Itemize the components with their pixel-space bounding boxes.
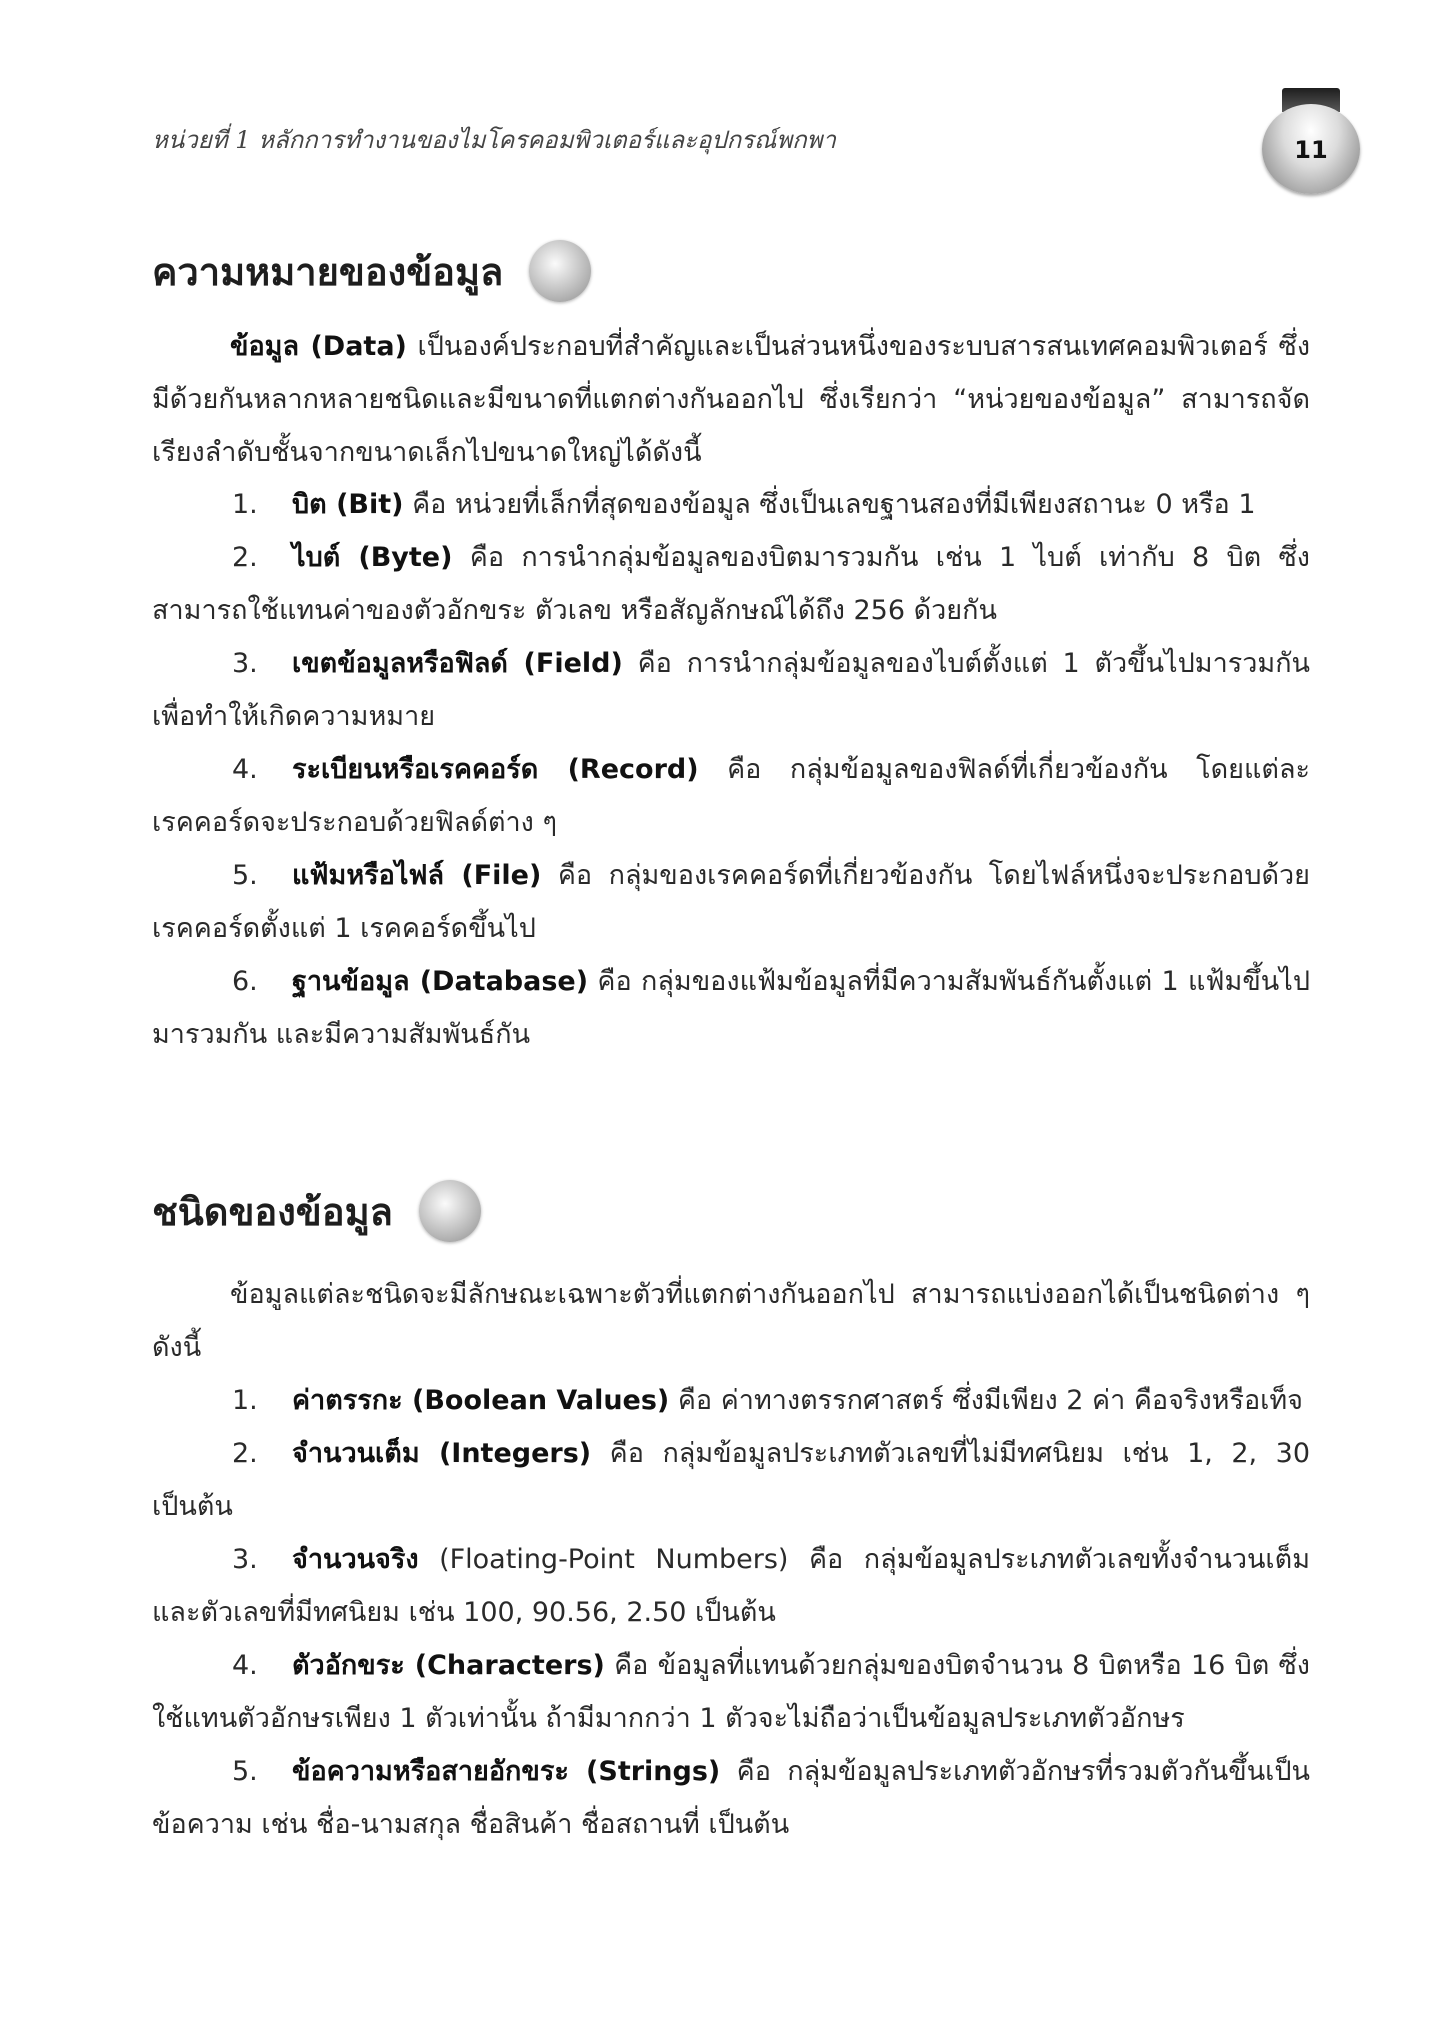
item-text: คือ กลุ่มข้อมูลประเภทตัวเลขที่ไม่มีทศนิยม เช่น 1, 2, 30 เป็นต้น: [152, 1438, 1311, 1522]
item-number: 6.: [232, 966, 258, 997]
intro-text: ข้อมูลแต่ละชนิดจะมีลักษณะเฉพาะตัวที่แตกต่างกันออกไป สามารถแบ่งออกได้เป็นชนิดต่าง ๆ ดังนี้: [152, 1279, 1310, 1363]
running-header: หน่วยที่ 1 หลักการทำงานของไมโครคอมพิวเตอร์และอุปกรณ์พกพา: [152, 126, 836, 154]
item-text: คือ การนำกลุ่มข้อมูลของบิตมารวมกัน เช่น 1 ไบต์ เท่ากับ 8 บิต ซึ่งสามารถใช้แทนค่าของตัวอักขระ ตัวเลข หรือสัญลักษณ์ได้ถึง 256 ด้วยกัน: [152, 542, 1310, 626]
list-item: [152, 1374, 1310, 1427]
item-term: ฐานข้อมูล (Database): [292, 966, 589, 997]
item-term: จำนวนเต็ม (Integers): [292, 1438, 592, 1469]
item-text: คือ ค่าทางตรรกศาสตร์ ซึ่งมีเพียง 2 ค่า คือจริงหรือเท็จ: [669, 1385, 1304, 1416]
item-text: คือ ข้อมูลที่แทนด้วยกลุ่มของบิตจำนวน 8 บิตหรือ 16 บิต ซึ่งใช้แทนตัวอักษรเพียง 1 ตัวเท่านั้น ถ้ามีมากกว่า 1 ตัวจะไม่ถือว่าเป็นข้อมูลประเภทตัวอักษร: [152, 1650, 1310, 1734]
list-item: [152, 743, 1310, 849]
item-term: ไบต์ (Byte): [292, 542, 453, 573]
list-item: [152, 1427, 1310, 1533]
list-item: [152, 1639, 1310, 1745]
item-term: เขตข้อมูลหรือฟิลด์ (Field): [292, 648, 623, 679]
sphere-icon: [529, 240, 591, 302]
list-item: [152, 531, 1310, 637]
list-item: [152, 478, 1310, 531]
item-number: 3.: [232, 1544, 258, 1575]
list-item: [152, 637, 1310, 743]
section1-intro: [152, 320, 1310, 479]
item-number: 2.: [232, 1438, 258, 1469]
section-title-data-types: [152, 1180, 481, 1242]
item-text: คือ กลุ่มข้อมูลของฟิลด์ที่เกี่ยวข้องกัน โดยแต่ละเรคคอร์ดจะประกอบด้วยฟิลด์ต่าง ๆ: [152, 754, 1310, 838]
page-number: 11: [1294, 136, 1328, 164]
list-item: [152, 955, 1310, 1061]
list-item: [152, 1745, 1310, 1851]
item-text: คือ หน่วยที่เล็กที่สุดของข้อมูล ซึ่งเป็นเลขฐานสองที่มีเพียงสถานะ 0 หรือ 1: [403, 489, 1256, 520]
intro-text: เป็นองค์ประกอบที่สำคัญและเป็นส่วนหนึ่งของระบบสารสนเทศคอมพิวเตอร์ ซึ่งมีด้วยกันหลากหลายชนิดและมีขนาดที่แตกต่างกันออกไป ซึ่งเรียกว่า “หน่วยของข้อมูล” สามารถจัดเรียงลำดับชั้นจากขนาดเล็กไปขนาดใหญ่ได้ดังนี้: [152, 331, 1311, 468]
item-term: ค่าตรรกะ (Boolean Values): [292, 1385, 670, 1416]
item-term: บิต (Bit): [292, 489, 404, 520]
intro-term: ข้อมูล (Data): [230, 331, 407, 362]
item-number: 5.: [232, 1756, 258, 1787]
item-text: คือ การนำกลุ่มข้อมูลของไบต์ตั้งแต่ 1 ตัวขึ้นไปมารวมกันเพื่อทำให้เกิดความหมาย: [152, 648, 1310, 732]
section2-intro: [152, 1268, 1310, 1374]
item-term: ระเบียนหรือเรคคอร์ด (Record): [292, 754, 699, 785]
item-number: 2.: [232, 542, 258, 573]
section-title-data-meaning: [152, 240, 591, 302]
section-title-text: ความหมายของข้อมูล: [152, 249, 504, 294]
item-text: คือ กลุ่มข้อมูลประเภทตัวอักษรที่รวมตัวกันขึ้นเป็นข้อความ เช่น ชื่อ-นามสกุล ชื่อสินค้า ชื่อสถานที่ เป็นต้น: [152, 1756, 1310, 1840]
item-term: ตัวอักขระ (Characters): [292, 1650, 605, 1681]
list-item: [152, 1533, 1310, 1639]
item-term: ข้อความหรือสายอักขระ (Strings): [292, 1756, 721, 1787]
page-number-badge: [1262, 88, 1360, 200]
item-term: แฟ้มหรือไฟล์ (File): [292, 860, 542, 891]
item-number: 4.: [232, 1650, 258, 1681]
item-number: 1.: [232, 489, 258, 520]
list-item: [152, 849, 1310, 955]
item-term: จำนวนจริง: [292, 1544, 419, 1575]
section-title-text: ชนิดของข้อมูล: [152, 1189, 393, 1234]
item-text: (Floating-Point Numbers) คือ กลุ่มข้อมูลประเภทตัวเลขทั้งจำนวนเต็มและตัวเลขที่มีทศนิยม เช่น 100, 90.56, 2.50 เป็นต้น: [152, 1544, 1310, 1628]
item-number: 1.: [232, 1385, 258, 1416]
item-number: 3.: [232, 648, 258, 679]
item-text: คือ กลุ่มของแฟ้มข้อมูลที่มีความสัมพันธ์กันตั้งแต่ 1 แฟ้มขึ้นไปมารวมกัน และมีความสัมพันธ์กัน: [152, 966, 1310, 1050]
sphere-icon: [419, 1180, 481, 1242]
item-text: คือ กลุ่มของเรคคอร์ดที่เกี่ยวข้องกัน โดยไฟล์หนึ่งจะประกอบด้วยเรคคอร์ดตั้งแต่ 1 เรคคอร์ดขึ้นไป: [152, 860, 1310, 944]
item-number: 4.: [232, 754, 258, 785]
item-number: 5.: [232, 860, 258, 891]
